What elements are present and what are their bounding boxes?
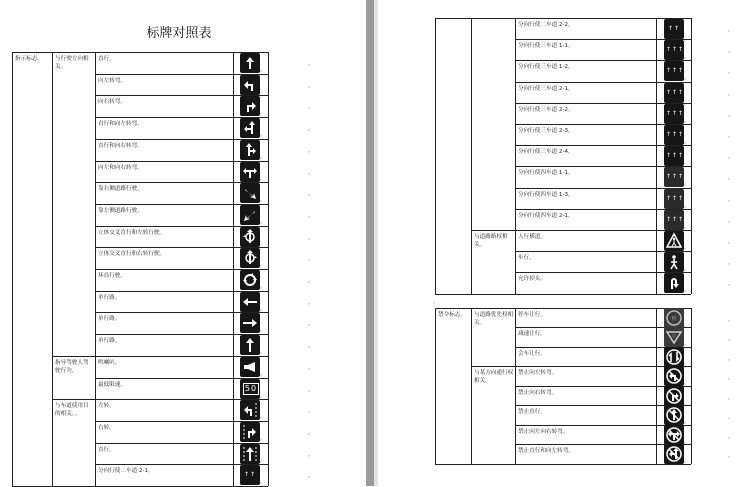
sign-name: 直行和向右转弯。 (98, 142, 143, 149)
paragraph-mark: 。 (260, 327, 266, 334)
sign-name: 立体交叉直行和右转行驶。 (98, 251, 166, 258)
group-label: 与道路优先权相关。 (474, 311, 514, 326)
sign-name: 减速让行。 (518, 331, 546, 338)
document-title: 标牌对照表 (146, 26, 212, 41)
paragraph-mark: 。 (260, 88, 266, 95)
paragraph-mark: 。 (728, 394, 734, 401)
paragraph-mark: 。 (728, 217, 734, 224)
table-rule (52, 52, 53, 486)
paragraph-mark: 。 (260, 435, 266, 442)
paragraph-mark: 。 (308, 299, 314, 306)
paragraph-mark: 。 (728, 69, 734, 76)
paragraph-mark: 。 (260, 370, 266, 377)
no-right-icon (664, 386, 684, 406)
paragraph-mark: 。 (728, 111, 734, 118)
table-rule (268, 52, 269, 486)
paragraph-mark: 。 (260, 414, 266, 421)
table-rule (435, 464, 691, 465)
sign-text: ↑↑↑ (666, 152, 685, 160)
lane-left-icon (240, 400, 260, 420)
paragraph-mark: 。 (308, 147, 314, 154)
paragraph-mark: 。 (308, 126, 314, 133)
group-label: 与行驶方向相关。 (55, 56, 89, 70)
paragraph-mark: 。 (684, 399, 690, 406)
sign-text: ↑↑↑↑ (666, 194, 691, 202)
sign-text: ↑↑ (243, 471, 257, 479)
paragraph-mark: 。 (728, 175, 734, 182)
lane-split-icon (664, 125, 684, 145)
roundabout-icon (240, 270, 260, 290)
sign-name: 单行路。 (98, 294, 121, 301)
sign-name: 直行。 (98, 56, 115, 62)
sign-name: 分向行使二车道 2-2。 (518, 22, 574, 28)
one-way-left-icon (240, 292, 260, 312)
paragraph-mark: 。 (308, 473, 314, 480)
category-label: 指示标志。 (15, 56, 43, 62)
category-label: 禁令标志。 (438, 311, 466, 318)
paragraph-separator: 。 (433, 298, 439, 305)
paragraph-mark: 。 (684, 245, 690, 251)
paragraph-mark: 。 (684, 287, 690, 294)
sign-name: 向右转弯。 (98, 99, 126, 106)
paragraph-mark: 。 (308, 278, 314, 284)
paragraph-mark: 。 (728, 453, 734, 460)
paragraph-mark: 。 (260, 240, 266, 247)
sign-name: 直行。 (98, 446, 115, 453)
sign-name: 分向行使四车道 2-1。 (518, 212, 574, 219)
sign-name: 会车让行。 (518, 350, 546, 357)
paragraph-mark: 。 (728, 196, 734, 203)
yield-icon (664, 327, 684, 347)
paragraph-mark: 。 (308, 429, 314, 436)
table-rule (691, 308, 692, 464)
sign-text: ↑↑ (667, 25, 681, 32)
sign-name: 分向行使三车道 2-2。 (518, 106, 574, 113)
paragraph-mark: 。 (308, 364, 314, 371)
paragraph-mark: 。 (308, 408, 314, 415)
paragraph-mark: 。 (308, 212, 314, 219)
paragraph-mark: 。 (684, 75, 690, 82)
sign-text: ↑↑↑ (666, 67, 685, 75)
paragraph-mark: 。 (260, 175, 266, 182)
sign-name: 步行。 (518, 255, 535, 262)
stop-icon (664, 308, 684, 328)
table-rule (52, 399, 268, 400)
svg-text:让: 让 (672, 333, 676, 339)
paragraph-mark: 。 (684, 360, 690, 367)
paragraph-mark: 。 (260, 479, 266, 486)
sign-name: 分向行使三车道 1-1。 (518, 43, 574, 50)
arrow-up-icon (240, 53, 260, 73)
paragraph-mark: 。 (728, 355, 734, 362)
u-turn-icon (664, 273, 684, 293)
right-page (378, 0, 736, 486)
sign-name: 向左转弯。 (98, 77, 126, 84)
paragraph-mark: 。 (684, 181, 690, 188)
paragraph-mark: 。 (260, 132, 266, 139)
turn-right-icon (240, 96, 260, 116)
paragraph-mark: 。 (684, 458, 690, 465)
lane-split-icon (664, 19, 684, 39)
paragraph-mark: 。 (684, 202, 690, 209)
sign-name: 右转。 (98, 424, 115, 431)
table-rule (691, 18, 692, 294)
sign-name: 禁止直行。 (518, 409, 546, 416)
lane-split-icon (664, 189, 691, 209)
no-straight-left-icon (664, 444, 684, 464)
paragraph-mark: 。 (684, 117, 690, 124)
paragraph-mark: 。 (260, 392, 266, 399)
table-rule (435, 308, 691, 309)
paragraph-mark: 。 (308, 82, 314, 89)
sign-name: 人行横道。 (518, 234, 546, 240)
sign-name: 分向行使三车道 1-2。 (518, 64, 574, 71)
crosswalk-icon (664, 231, 684, 251)
lane-split-icon (664, 104, 684, 124)
paragraph-mark: 。 (728, 260, 734, 267)
paragraph-mark: 。 (684, 33, 690, 39)
table-rule (471, 230, 691, 231)
paragraph-mark: 。 (308, 61, 314, 67)
sign-text: ↑↑↑↑ (666, 215, 691, 223)
table-rule (435, 18, 436, 294)
paragraph-mark: 。 (728, 48, 734, 55)
lane-split-icon (664, 210, 691, 230)
sign-name: 直行和向左转弯。 (98, 121, 143, 128)
sign-name: 分向行使四车道 1-3。 (518, 191, 574, 198)
one-way-right-icon (240, 313, 260, 333)
paragraph-mark: 。 (728, 433, 734, 440)
table-rule (471, 366, 691, 367)
one-way-up-icon (240, 335, 260, 355)
paragraph-mark: 。 (684, 223, 690, 230)
paragraph-mark: 。 (260, 110, 266, 117)
page-gutter (366, 0, 374, 486)
paragraph-mark: 。 (684, 419, 690, 426)
left-right-icon (240, 162, 260, 182)
sign-name: 靠右侧道路行驶。 (98, 186, 143, 193)
paragraph-mark: 。 (684, 54, 690, 61)
lane-straight-icon (240, 444, 260, 464)
paragraph-mark: 。 (684, 96, 690, 103)
paragraph-mark: 。 (728, 336, 734, 343)
table-rule (435, 18, 691, 19)
paragraph-mark: 。 (308, 343, 314, 350)
paragraph-mark: 。 (308, 234, 314, 241)
paragraph-mark: 。 (684, 321, 690, 328)
sign-text: ↑↑↑ (666, 109, 685, 117)
group-label: 与某方向通行权相关。 (474, 370, 514, 385)
paragraph-mark: 。 (684, 341, 690, 348)
min-speed-icon (240, 379, 260, 399)
give-way-oncoming-icon (664, 347, 684, 367)
paragraph-mark: 。 (260, 197, 266, 204)
group-label: 与道路路权相关。 (474, 234, 508, 248)
lane-split-icon (240, 465, 260, 485)
paragraph-mark: 。 (260, 284, 266, 290)
paragraph-mark: 。 (684, 139, 690, 145)
no-straight-icon (664, 405, 684, 425)
sign-name: 分向行使三车道 2-1。 (518, 85, 574, 92)
lane-split-icon (664, 167, 691, 187)
paragraph-mark: 。 (728, 375, 734, 382)
lane-split-icon (664, 61, 684, 81)
paragraph-mark: 。 (260, 305, 266, 312)
lane-right-icon (240, 422, 260, 442)
sign-text: ↑↑↑ (666, 46, 685, 54)
sign-name: 分向行使三车道 2-4。 (518, 149, 574, 156)
paragraph-mark: 。 (728, 414, 734, 421)
table-rule (435, 294, 691, 295)
table-rule (515, 18, 516, 294)
table-rule (471, 308, 472, 464)
lane-split-icon (664, 83, 684, 103)
paragraph-mark: 。 (308, 321, 314, 328)
no-left-right-icon (664, 425, 684, 445)
paragraph-mark: 。 (728, 90, 734, 97)
straight-left-icon (240, 118, 260, 138)
paragraph-mark: 。 (728, 133, 734, 139)
table-rule (435, 308, 436, 464)
keep-left-icon (240, 205, 260, 225)
paragraph-mark: 。 (308, 169, 314, 176)
paragraph-mark: 。 (728, 239, 734, 245)
paragraph-mark: 。 (260, 67, 266, 73)
sign-text: ↑↑↑ (666, 88, 685, 96)
svg-text:停: 停 (671, 315, 677, 322)
left-page (0, 0, 358, 486)
sign-name: 禁止向左转弯。 (518, 370, 558, 377)
sign-name: 单行路。 (98, 316, 121, 323)
interchange-right-icon (240, 248, 260, 268)
sign-name: 禁止向右转弯。 (518, 389, 558, 396)
sign-name: 靠左侧道路行驶。 (98, 207, 143, 214)
paragraph-mark: 。 (260, 349, 266, 356)
lane-split-icon (664, 40, 684, 60)
table-rule (656, 18, 657, 294)
paragraph-mark: 。 (684, 266, 690, 273)
paragraph-mark: 。 (684, 380, 690, 387)
paragraph-mark: 。 (308, 386, 314, 393)
sign-name: 分向行使四车道 1-1。 (518, 170, 574, 177)
group-label: 与车道使用目的相关。。 (55, 403, 89, 418)
paragraph-mark: 。 (308, 104, 314, 111)
table-rule (12, 52, 13, 486)
sign-name: 左转。 (98, 403, 115, 410)
sign-name: 分向行使三车道 2-3。 (518, 128, 574, 134)
table-rule (471, 18, 472, 294)
turn-left-icon (240, 75, 260, 95)
paragraph-mark: 。 (728, 281, 734, 288)
paragraph-mark: 。 (308, 191, 314, 198)
sign-name: 允许掉头。 (518, 276, 546, 283)
sign-name: 停车让行。 (518, 311, 546, 318)
sign-name: 最低限速。 (98, 381, 126, 388)
sign-name: 禁止直行和向左转弯。 (518, 448, 574, 455)
paragraph-mark: 。 (260, 153, 266, 160)
paragraph-mark: 。 (728, 27, 734, 33)
sign-text: ↑↑↑ (666, 131, 685, 138)
pedestrian-icon (664, 252, 684, 272)
paragraph-mark: 。 (728, 154, 734, 161)
sign-name: 禁止向左向右转弯。 (518, 428, 569, 435)
table-rule (12, 52, 268, 53)
group-label: 指导驾驶人驾驶行为。 (55, 359, 89, 374)
paragraph-mark: 。 (260, 218, 266, 225)
table-rule (52, 356, 268, 357)
sign-name: 单行路。 (98, 338, 121, 345)
paragraph-mark: 。 (308, 451, 314, 458)
paragraph-mark: 。 (260, 262, 266, 269)
lane-split-icon (664, 146, 684, 166)
paragraph-mark: 。 (728, 316, 734, 323)
sign-name: 鸣喇叭。 (98, 359, 121, 366)
no-left-icon (664, 366, 684, 386)
sign-text: ↑↑↑↑ (666, 173, 691, 181)
paragraph-mark: 。 (684, 160, 690, 167)
keep-right-icon (240, 183, 260, 203)
sign-text: 50 (244, 383, 258, 393)
sign-name: 立体交叉直行和左转行驶。 (98, 229, 166, 236)
paragraph-mark: 。 (308, 256, 314, 263)
paragraph-mark: 。 (684, 438, 690, 445)
paragraph-mark: 。 (260, 457, 266, 464)
sign-name: 环岛行驶。 (98, 273, 126, 279)
sign-name: 分向行使二车道 2-1。 (98, 468, 154, 475)
straight-right-icon (240, 140, 260, 160)
horn-icon (240, 357, 260, 377)
interchange-left-icon (240, 227, 260, 247)
sign-name: 向左和向右转弯。 (98, 164, 143, 171)
